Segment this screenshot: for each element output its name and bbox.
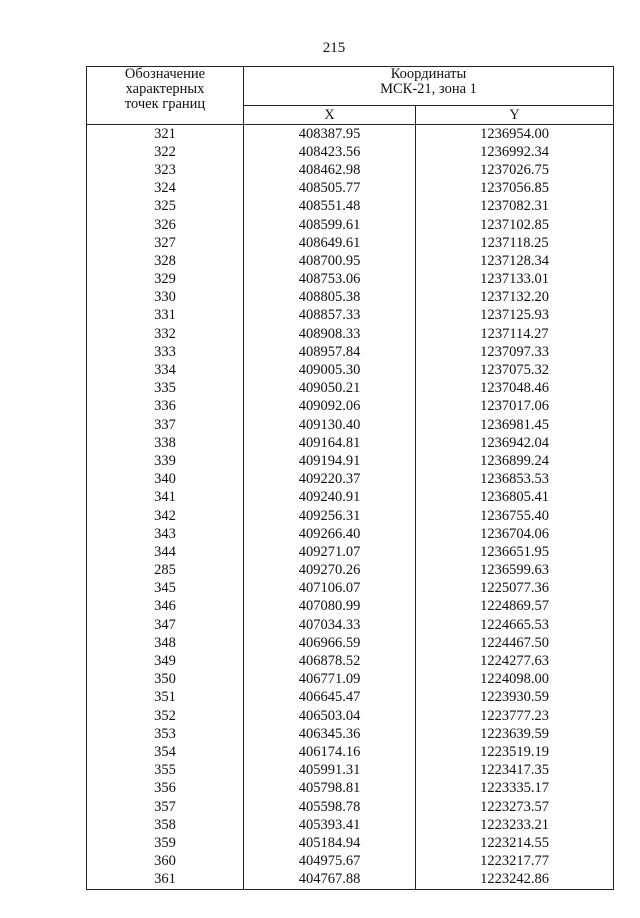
table-row xyxy=(87,434,614,452)
table-row xyxy=(87,798,614,816)
x-coordinate-cell: 408908.33 xyxy=(244,325,416,343)
y-coordinate-cell: 1236704.06 xyxy=(416,525,614,543)
x-coordinate-cell: 406878.52 xyxy=(244,652,416,670)
y-coordinate-cell: 1236651.95 xyxy=(416,543,614,561)
table-row xyxy=(87,143,614,161)
point-id-cell: 351 xyxy=(87,689,244,707)
point-id-cell: 334 xyxy=(87,361,244,379)
table-row xyxy=(87,689,614,707)
table-row xyxy=(87,816,614,834)
table-row xyxy=(87,834,614,852)
x-coordinate-cell: 406645.47 xyxy=(244,689,416,707)
y-coordinate-cell: 1237097.33 xyxy=(416,343,614,361)
y-coordinate-cell: 1223639.59 xyxy=(416,725,614,743)
y-coordinate-cell: 1225077.36 xyxy=(416,580,614,598)
x-coordinate-cell: 409270.26 xyxy=(244,562,416,580)
x-coordinate-cell: 408753.06 xyxy=(244,271,416,289)
table-row xyxy=(87,598,614,616)
y-coordinate-cell: 1224098.00 xyxy=(416,671,614,689)
coordinates-header xyxy=(244,67,614,106)
table-row xyxy=(87,671,614,689)
point-id-cell: 360 xyxy=(87,853,244,871)
point-id-cell: 343 xyxy=(87,525,244,543)
table-row xyxy=(87,652,614,670)
table-row xyxy=(87,361,614,379)
table-row xyxy=(87,380,614,398)
y-coordinate-cell: 1236992.34 xyxy=(416,143,614,161)
point-id-cell: 339 xyxy=(87,452,244,470)
y-coordinate-cell: 1237056.85 xyxy=(416,180,614,198)
x-coordinate-cell: 407034.33 xyxy=(244,616,416,634)
table-row xyxy=(87,562,614,580)
point-id-cell: 347 xyxy=(87,616,244,634)
table-row xyxy=(87,507,614,525)
table-row xyxy=(87,216,614,234)
point-id-cell: 352 xyxy=(87,707,244,725)
x-coordinate-cell: 408700.95 xyxy=(244,252,416,270)
point-id-cell: 322 xyxy=(87,143,244,161)
x-coordinate-cell: 408462.98 xyxy=(244,161,416,179)
y-coordinate-cell: 1223519.19 xyxy=(416,743,614,761)
x-coordinate-cell: 406771.09 xyxy=(244,671,416,689)
x-coordinate-cell: 408857.33 xyxy=(244,307,416,325)
x-coordinate-cell: 409256.31 xyxy=(244,507,416,525)
point-label-header xyxy=(87,67,244,125)
table-row xyxy=(87,398,614,416)
y-coordinate-cell: 1236805.41 xyxy=(416,489,614,507)
y-coordinate-cell: 1223214.55 xyxy=(416,834,614,852)
point-id-cell: 350 xyxy=(87,671,244,689)
point-id-cell: 321 xyxy=(87,125,244,144)
point-id-cell: 328 xyxy=(87,252,244,270)
x-coordinate-cell: 409194.91 xyxy=(244,452,416,470)
table-row xyxy=(87,543,614,561)
x-coordinate-cell: 408805.38 xyxy=(244,289,416,307)
table-row xyxy=(87,525,614,543)
point-id-cell: 323 xyxy=(87,161,244,179)
point-id-cell: 356 xyxy=(87,780,244,798)
table-row xyxy=(87,416,614,434)
point-id-cell: 358 xyxy=(87,816,244,834)
x-coordinate-cell: 406174.16 xyxy=(244,743,416,761)
point-id-cell: 332 xyxy=(87,325,244,343)
point-id-cell: 285 xyxy=(87,562,244,580)
point-id-cell: 342 xyxy=(87,507,244,525)
y-coordinate-cell: 1237133.01 xyxy=(416,271,614,289)
table-row xyxy=(87,252,614,270)
y-coordinate-cell: 1224665.53 xyxy=(416,616,614,634)
point-id-cell: 353 xyxy=(87,725,244,743)
table-row xyxy=(87,743,614,761)
x-coordinate-cell: 405991.31 xyxy=(244,762,416,780)
x-column-header: X xyxy=(244,106,416,125)
point-id-cell: 337 xyxy=(87,416,244,434)
table-row xyxy=(87,616,614,634)
y-coordinate-cell: 1223233.21 xyxy=(416,816,614,834)
point-id-cell: 359 xyxy=(87,834,244,852)
y-coordinate-cell: 1223335.17 xyxy=(416,780,614,798)
x-coordinate-cell: 408505.77 xyxy=(244,180,416,198)
y-coordinate-cell: 1223930.59 xyxy=(416,689,614,707)
point-label-line-1: Обозначение xyxy=(124,66,206,82)
y-coordinate-cell: 1224869.57 xyxy=(416,598,614,616)
x-coordinate-cell: 408387.95 xyxy=(244,125,416,144)
point-id-cell: 326 xyxy=(87,216,244,234)
x-coordinate-cell: 405393.41 xyxy=(244,816,416,834)
x-coordinate-cell: 408957.84 xyxy=(244,343,416,361)
point-id-cell: 333 xyxy=(87,343,244,361)
table-row xyxy=(87,452,614,470)
table-row xyxy=(87,289,614,307)
point-id-cell: 340 xyxy=(87,471,244,489)
y-coordinate-cell: 1237017.06 xyxy=(416,398,614,416)
y-coordinate-cell: 1236942.04 xyxy=(416,434,614,452)
table-row xyxy=(87,125,614,144)
point-id-cell: 336 xyxy=(87,398,244,416)
x-coordinate-cell: 409092.06 xyxy=(244,398,416,416)
x-coordinate-cell: 404767.88 xyxy=(244,871,416,890)
point-id-cell: 361 xyxy=(87,871,244,890)
table-row xyxy=(87,471,614,489)
y-coordinate-cell: 1237132.20 xyxy=(416,289,614,307)
x-coordinate-cell: 409240.91 xyxy=(244,489,416,507)
page-number: 215 xyxy=(322,40,346,56)
point-id-cell: 348 xyxy=(87,634,244,652)
point-id-cell: 349 xyxy=(87,652,244,670)
x-coordinate-cell: 407080.99 xyxy=(244,598,416,616)
x-coordinate-cell: 409005.30 xyxy=(244,361,416,379)
point-id-cell: 355 xyxy=(87,762,244,780)
x-coordinate-cell: 406503.04 xyxy=(244,707,416,725)
table-row xyxy=(87,707,614,725)
table-row xyxy=(87,871,614,890)
y-coordinate-cell: 1237075.32 xyxy=(416,361,614,379)
table-row xyxy=(87,161,614,179)
y-coordinate-cell: 1237125.93 xyxy=(416,307,614,325)
y-coordinate-cell: 1223273.57 xyxy=(416,798,614,816)
table-row xyxy=(87,198,614,216)
x-coordinate-cell: 409271.07 xyxy=(244,543,416,561)
table-row xyxy=(87,234,614,252)
y-coordinate-cell: 1237114.27 xyxy=(416,325,614,343)
table-row xyxy=(87,725,614,743)
x-coordinate-cell: 407106.07 xyxy=(244,580,416,598)
x-coordinate-cell: 405798.81 xyxy=(244,780,416,798)
y-coordinate-cell: 1236954.00 xyxy=(416,125,614,144)
y-coordinate-cell: 1223242.86 xyxy=(416,871,614,890)
y-coordinate-cell: 1237026.75 xyxy=(416,161,614,179)
x-coordinate-cell: 408599.61 xyxy=(244,216,416,234)
point-id-cell: 327 xyxy=(87,234,244,252)
y-coordinate-cell: 1237102.85 xyxy=(416,216,614,234)
table-row xyxy=(87,489,614,507)
y-coordinate-cell: 1223777.23 xyxy=(416,707,614,725)
point-label-line-3: точек границ xyxy=(124,96,206,112)
x-coordinate-cell: 409266.40 xyxy=(244,525,416,543)
table-row xyxy=(87,180,614,198)
y-coordinate-cell: 1237118.25 xyxy=(416,234,614,252)
point-id-cell: 335 xyxy=(87,380,244,398)
y-coordinate-cell: 1224277.63 xyxy=(416,652,614,670)
point-id-cell: 330 xyxy=(87,289,244,307)
x-coordinate-cell: 406345.36 xyxy=(244,725,416,743)
x-coordinate-cell: 405598.78 xyxy=(244,798,416,816)
x-coordinate-cell: 406966.59 xyxy=(244,634,416,652)
y-coordinate-cell: 1224467.50 xyxy=(416,634,614,652)
coordinates-label-line-1: Координаты xyxy=(390,66,467,82)
y-coordinate-cell: 1236899.24 xyxy=(416,452,614,470)
x-coordinate-cell: 409164.81 xyxy=(244,434,416,452)
x-coordinate-cell: 408649.61 xyxy=(244,234,416,252)
y-coordinate-cell: 1223217.77 xyxy=(416,853,614,871)
table-row xyxy=(87,343,614,361)
x-coordinate-cell: 405184.94 xyxy=(244,834,416,852)
x-coordinate-cell: 409220.37 xyxy=(244,471,416,489)
point-id-cell: 329 xyxy=(87,271,244,289)
table-row xyxy=(87,325,614,343)
point-id-cell: 345 xyxy=(87,580,244,598)
point-id-cell: 341 xyxy=(87,489,244,507)
y-coordinate-cell: 1237082.31 xyxy=(416,198,614,216)
point-id-cell: 324 xyxy=(87,180,244,198)
point-id-cell: 354 xyxy=(87,743,244,761)
y-coordinate-cell: 1236853.53 xyxy=(416,471,614,489)
point-label-line-2: характерных xyxy=(125,81,205,97)
y-coordinate-cell: 1237048.46 xyxy=(416,380,614,398)
x-coordinate-cell: 404975.67 xyxy=(244,853,416,871)
table-body xyxy=(87,125,614,890)
table-row xyxy=(87,634,614,652)
y-coordinate-cell: 1236981.45 xyxy=(416,416,614,434)
point-id-cell: 344 xyxy=(87,543,244,561)
point-id-cell: 346 xyxy=(87,598,244,616)
table-row xyxy=(87,762,614,780)
x-coordinate-cell: 408551.48 xyxy=(244,198,416,216)
y-coordinate-cell: 1237128.34 xyxy=(416,252,614,270)
x-coordinate-cell: 409130.40 xyxy=(244,416,416,434)
table-row xyxy=(87,780,614,798)
table-row xyxy=(87,307,614,325)
table-row xyxy=(87,853,614,871)
table-header xyxy=(87,67,614,125)
y-column-header: Y xyxy=(416,106,614,125)
y-coordinate-cell: 1236755.40 xyxy=(416,507,614,525)
point-id-cell: 338 xyxy=(87,434,244,452)
coordinates-table xyxy=(86,66,614,890)
y-coordinate-cell: 1236599.63 xyxy=(416,562,614,580)
x-coordinate-cell: 408423.56 xyxy=(244,143,416,161)
point-id-cell: 325 xyxy=(87,198,244,216)
point-id-cell: 331 xyxy=(87,307,244,325)
coordinates-label-line-2: МСК-21, зона 1 xyxy=(380,81,477,97)
point-id-cell: 357 xyxy=(87,798,244,816)
table-row xyxy=(87,580,614,598)
y-coordinate-cell: 1223417.35 xyxy=(416,762,614,780)
x-coordinate-cell: 409050.21 xyxy=(244,380,416,398)
table-row xyxy=(87,271,614,289)
